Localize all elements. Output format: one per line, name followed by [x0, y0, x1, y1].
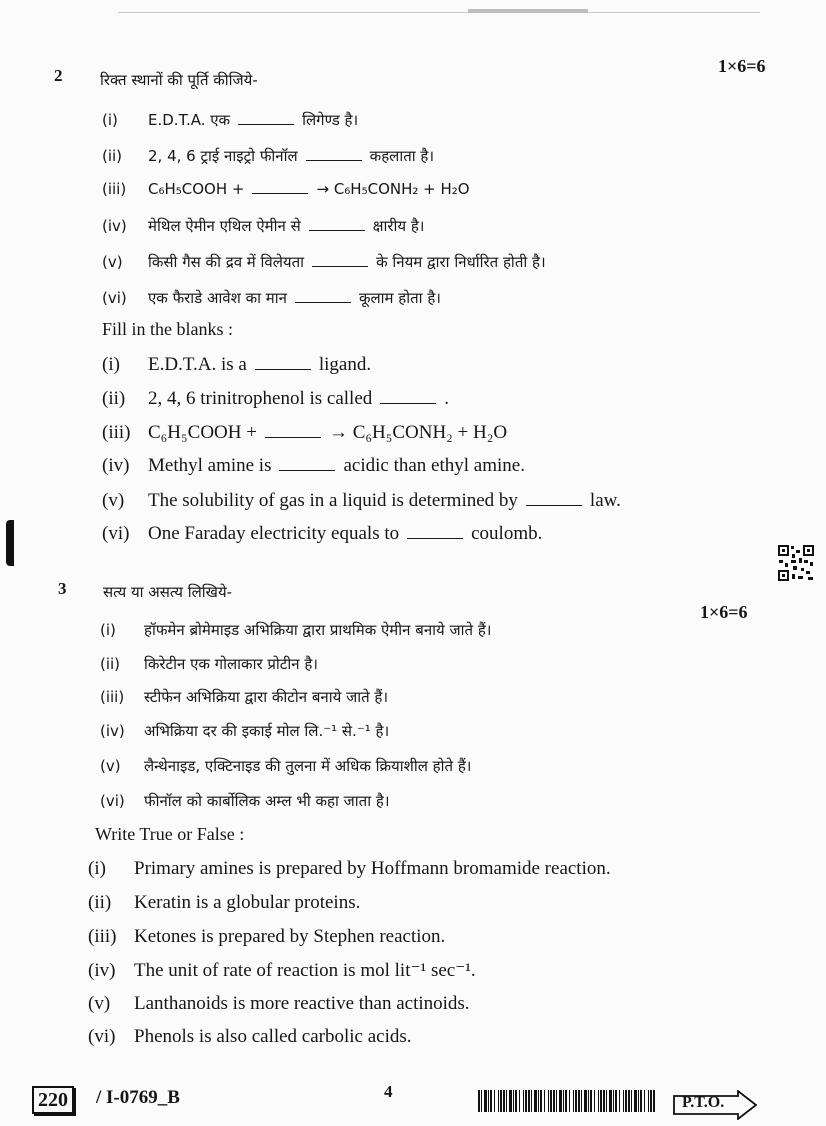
- item-number: (iii): [102, 180, 127, 198]
- footer-paper-code: / I-0769_B: [96, 1087, 180, 1108]
- item-text-before-blank: मेथिल ऐमीन एथिल ऐमीन से: [148, 217, 301, 235]
- item-text-after-blank: acidic than ethyl amine.: [343, 455, 525, 476]
- footer-box-code: 220: [32, 1086, 74, 1114]
- item-text-after-blank: लिगेण्ड है।: [302, 111, 359, 129]
- list-item: [100, 721, 389, 741]
- item-number: (iv): [88, 960, 116, 981]
- item-number: (vi): [100, 792, 125, 810]
- list-item: [102, 354, 371, 376]
- item-text-after-blank: → C₆H₅CONH₂ + H₂O: [328, 422, 508, 443]
- item-number: (v): [100, 757, 121, 775]
- q2-english-instruction: Fill in the blanks :: [102, 319, 234, 339]
- item-number: (i): [88, 858, 106, 879]
- item-text-before-blank: C₆H₅COOH +: [148, 422, 257, 443]
- q3-english-instruction: Write True or False :: [95, 824, 245, 844]
- item-text-before-blank: The solubility of gas in a liquid is determined by: [148, 490, 518, 511]
- answer-blank: [255, 367, 311, 370]
- list-item: [88, 892, 360, 914]
- list-item: [102, 252, 546, 272]
- answer-blank: [526, 503, 582, 506]
- list-item: [100, 654, 318, 674]
- list-item: [102, 288, 441, 308]
- q2-hindi-instruction: रिक्त स्थानों की पूर्ति कीजिये-: [100, 71, 258, 89]
- item-text: Lanthanoids is more reactive than actinoids.: [134, 993, 470, 1014]
- item-number: (ii): [102, 147, 123, 165]
- pto-label: P.T.O.: [682, 1094, 725, 1111]
- qr-code-icon: [777, 544, 815, 582]
- item-text: Ketones is prepared by Stephen reaction.: [134, 926, 446, 947]
- answer-blank: [312, 264, 368, 267]
- item-text: फीनॉल को कार्बोलिक अम्ल भी कहा जाता है।: [144, 792, 390, 810]
- item-number: (ii): [102, 388, 126, 409]
- answer-blank: [380, 401, 436, 404]
- q3-marks: 1×6=6: [700, 602, 748, 622]
- item-number: (vi): [88, 1026, 116, 1047]
- list-item: [102, 216, 425, 236]
- item-number: (iii): [88, 926, 117, 947]
- list-item: [100, 687, 388, 707]
- item-text: Primary amines is prepared by Hoffmann bromamide reaction.: [134, 858, 611, 879]
- list-item: [102, 388, 449, 410]
- item-text-after-blank: कहलाता है।: [369, 147, 435, 165]
- item-number: (iv): [100, 722, 125, 740]
- pto-arrow: [672, 1090, 758, 1120]
- item-number: (iv): [102, 217, 127, 235]
- item-number: (i): [102, 354, 120, 375]
- list-item: [88, 993, 470, 1015]
- item-text: स्टीफेन अभिक्रिया द्वारा कीटोन बनाये जाते हैं।: [144, 688, 389, 706]
- list-item: [102, 523, 542, 545]
- item-text-after-blank: क्षारीय है।: [372, 217, 425, 235]
- list-item: [102, 146, 434, 166]
- item-number: (v): [88, 993, 111, 1014]
- item-number: (iv): [102, 455, 130, 476]
- list-item: [100, 791, 390, 811]
- item-text-before-blank: 2, 4, 6 ट्राई नाइट्रो फीनॉल: [148, 147, 298, 165]
- item-text: अभिक्रिया दर की इकाई मोल लि.⁻¹ से.⁻¹ है।: [144, 722, 390, 740]
- item-text-before-blank: Methyl amine is: [148, 455, 272, 476]
- item-text: हॉफमेन ब्रोमेमाइड अभिक्रिया द्वारा प्राथमिक ऐमीन बनाये जाते हैं।: [144, 621, 492, 639]
- answer-blank: [309, 228, 365, 231]
- item-number: (iii): [102, 422, 131, 443]
- footer-page-number: 4: [384, 1082, 393, 1101]
- item-text: The unit of rate of reaction is mol lit⁻¹ sec⁻¹.: [134, 960, 476, 981]
- item-text-before-blank: One Faraday electricity equals to: [148, 523, 400, 544]
- item-number: (ii): [100, 655, 121, 673]
- item-text-before-blank: C₆H₅COOH +: [148, 180, 245, 198]
- list-item: [100, 756, 471, 776]
- item-number: (vi): [102, 523, 130, 544]
- item-text-before-blank: एक फैराडे आवेश का मान: [148, 289, 287, 307]
- item-text-after-blank: के नियम द्वारा निर्धारित होती है।: [376, 253, 546, 271]
- barcode-icon: [478, 1090, 656, 1112]
- item-text-after-blank: ligand.: [318, 354, 372, 375]
- q2-marks: 1×6=6: [718, 56, 766, 76]
- item-text-after-blank: → C₆H₅CONH₂ + H₂O: [316, 180, 470, 198]
- answer-blank: [238, 122, 294, 125]
- answer-blank: [252, 191, 308, 194]
- item-number: (vi): [102, 289, 127, 307]
- list-item: [100, 620, 491, 640]
- item-number: (v): [102, 490, 125, 511]
- item-text-after-blank: .: [444, 388, 450, 409]
- list-item: [102, 490, 621, 512]
- item-text: किरेटीन एक गोलाकार प्रोटीन है।: [144, 655, 318, 673]
- item-number: (i): [100, 621, 116, 639]
- q2-number: 2: [54, 66, 63, 85]
- answer-blank: [279, 468, 335, 471]
- item-text: Keratin is a globular proteins.: [134, 892, 361, 913]
- item-text: Phenols is also called carbolic acids.: [134, 1026, 412, 1047]
- list-item: [102, 180, 470, 198]
- item-number: (v): [102, 253, 123, 271]
- item-text-after-blank: coulomb.: [471, 523, 543, 544]
- item-text-before-blank: किसी गैस की द्रव में विलेयता: [148, 253, 305, 271]
- list-item: [102, 455, 525, 477]
- binding-mark: [6, 520, 14, 566]
- top-scan-mark: [468, 9, 588, 13]
- answer-blank: [306, 158, 362, 161]
- item-text-before-blank: 2, 4, 6 trinitrophenol is called: [148, 388, 373, 409]
- item-text: लैन्थेनाइड, एक्टिनाइड की तुलना में अधिक क्रियाशील होते हैं।: [144, 757, 472, 775]
- answer-blank: [295, 300, 351, 303]
- list-item: [102, 422, 507, 444]
- q3-hindi-instruction: सत्य या असत्य लिखिये-: [103, 583, 233, 601]
- q3-number: 3: [58, 579, 67, 598]
- list-item: [102, 110, 358, 130]
- list-item: [88, 858, 611, 880]
- answer-blank: [265, 435, 321, 438]
- item-number: (ii): [88, 892, 112, 913]
- top-rule: [118, 12, 760, 13]
- item-number: (iii): [100, 688, 125, 706]
- item-text-after-blank: law.: [589, 490, 621, 511]
- list-item: [88, 926, 445, 948]
- item-text-before-blank: E.D.T.A. एक: [148, 111, 231, 129]
- item-text-after-blank: कूलाम होता है।: [358, 289, 441, 307]
- item-number: (i): [102, 111, 118, 129]
- list-item: [88, 1026, 412, 1048]
- item-text-before-blank: E.D.T.A. is a: [148, 354, 247, 375]
- answer-blank: [407, 536, 463, 539]
- list-item: [88, 959, 476, 982]
